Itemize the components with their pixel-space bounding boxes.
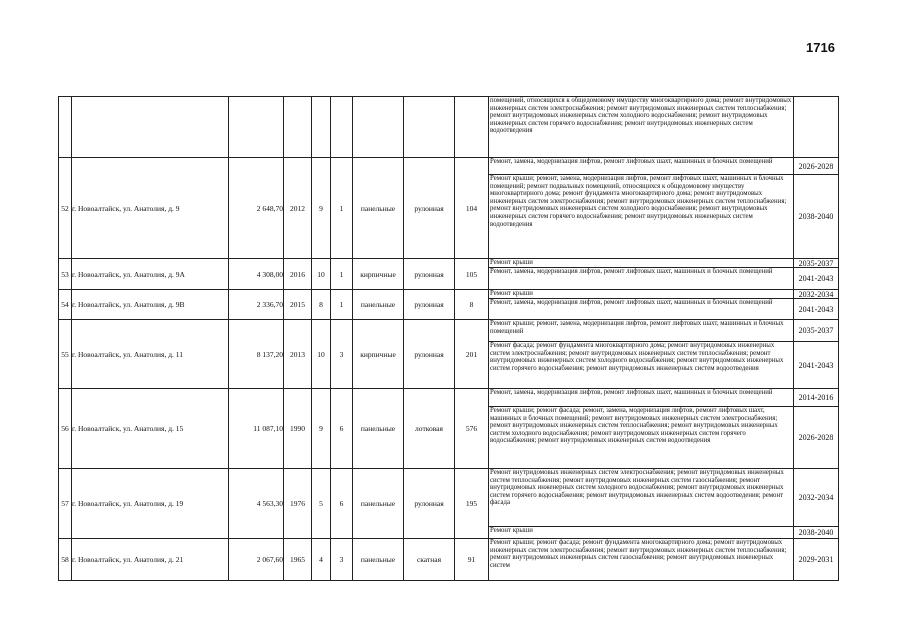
row-number: 58	[59, 539, 72, 581]
years-cell	[794, 469, 839, 539]
years-cell	[794, 259, 839, 290]
entrances-count: 3	[331, 320, 353, 389]
row-number	[59, 97, 72, 158]
table-row	[59, 539, 839, 581]
works-cell	[489, 320, 794, 389]
entrances-count: 6	[331, 389, 353, 469]
row-number: 55	[59, 320, 72, 389]
entrances-count: 1	[331, 290, 353, 320]
apartments-count: 91	[455, 539, 489, 581]
total-area: 2 648,70	[229, 158, 284, 259]
table-body	[59, 97, 839, 581]
roof-type	[404, 97, 455, 158]
total-area: 11 087,10	[229, 389, 284, 469]
repair-period: 2038-2040	[798, 212, 834, 221]
row-number: 52	[59, 158, 72, 259]
repair-period: 2041-2043	[798, 304, 834, 314]
floors-count: 4	[312, 539, 331, 581]
repair-period: 2026-2028	[794, 158, 838, 175]
works-cell	[489, 290, 794, 320]
table-row	[59, 97, 839, 158]
floors-count: 9	[312, 158, 331, 259]
year-built: 2016	[284, 259, 312, 290]
repair-period	[794, 97, 838, 157]
repair-period: 2035-2037	[794, 259, 838, 268]
repair-schedule-table	[58, 96, 839, 581]
address: г. Новоалтайск, ул. Анатолия, д. 19	[72, 469, 229, 539]
work-item: Ремонт крыши; ремонт, замена, модернизация лифтов, ремонт лифтовых шахт, машинных и блочных помещений; ремонт подвальных помещений, относящихся к общедомовому имуществу многоквартирного дома; ремонт фундамента многоквартирного дома; ремонт внутридомовых инженерных систем электроснабжения; ремонт внутридомовых инженерных систем теплоснабжения; ремонт внутридомовых инженерных систем холодного водоснабжения; ремонт внутридомовых инженерных систем горячего водоснабжения; ремонт внутридомовых инженерных систем водоотведения	[490, 175, 787, 228]
floors-count: 8	[312, 290, 331, 320]
works-cell	[489, 259, 794, 290]
roof-type: рулонная	[404, 158, 455, 259]
work-item: Ремонт крыши	[489, 290, 793, 299]
floors-count: 5	[312, 469, 331, 539]
year-built	[284, 97, 312, 158]
entrances-count: 1	[331, 259, 353, 290]
years-cell	[794, 320, 839, 389]
floors-count: 10	[312, 259, 331, 290]
work-item: помещений, относящихся к общедомовому имуществу многоквартирного дома; ремонт внутридомовых инженерных систем электроснабжения; ремонт внутридомовых инженерных систем теплоснабжения; ремонт внутридомовых инженерных систем холодного водоснабжения; ремонт внутридомовых инженерных систем горячего водоснабжения; ремонт внутридомовых инженерных систем водоотведения	[490, 97, 792, 135]
wall-material: панельные	[353, 158, 404, 259]
year-built: 2012	[284, 158, 312, 259]
entrances-count: 3	[331, 539, 353, 581]
floors-count	[312, 97, 331, 158]
work-item: Ремонт, замена, модернизация лифтов, ремонт лифтовых шахт, машинных и блочных помещений	[489, 158, 793, 175]
repair-period: 2041-2043	[798, 274, 834, 283]
years-cell	[794, 97, 839, 158]
table-row	[59, 259, 839, 290]
repair-period: 2035-2037	[794, 320, 838, 342]
works-cell	[489, 158, 794, 259]
wall-material: панельные	[353, 469, 404, 539]
address: г. Новоалтайск, ул. Анатолия, д. 21	[72, 539, 229, 581]
entrances-count: 1	[331, 158, 353, 259]
address: г. Новоалтайск, ул. Анатолия, д. 9В	[72, 290, 229, 320]
work-item: Ремонт крыши	[490, 527, 533, 534]
work-item: Ремонт крыши	[489, 259, 793, 268]
years-cell	[794, 539, 839, 581]
address	[72, 97, 229, 158]
total-area: 2 067,60	[229, 539, 284, 581]
total-area	[229, 97, 284, 158]
repair-period: 2032-2034	[794, 469, 838, 527]
works-cell	[489, 539, 794, 581]
total-area: 8 137,20	[229, 320, 284, 389]
roof-type: лотковая	[404, 389, 455, 469]
works-cell	[489, 97, 794, 158]
year-built: 2015	[284, 290, 312, 320]
floors-count: 10	[312, 320, 331, 389]
works-cell	[489, 469, 794, 539]
years-cell	[794, 389, 839, 469]
table-row	[59, 389, 839, 469]
row-number: 54	[59, 290, 72, 320]
row-number: 57	[59, 469, 72, 539]
wall-material: кирпичные	[353, 259, 404, 290]
years-cell	[794, 290, 839, 320]
entrances-count	[331, 97, 353, 158]
work-item: Ремонт, замена, модернизация лифтов, ремонт лифтовых шахт, машинных и блочных помещений	[490, 299, 773, 306]
address: г. Новоалтайск, ул. Анатолия, д. 15	[72, 389, 229, 469]
wall-material: кирпичные	[353, 320, 404, 389]
works-cell	[489, 389, 794, 469]
wall-material	[353, 97, 404, 158]
table-row	[59, 158, 839, 259]
table-row	[59, 320, 839, 389]
table-row	[59, 469, 839, 539]
address: г. Новоалтайск, ул. Анатолия, д. 11	[72, 320, 229, 389]
row-number: 53	[59, 259, 72, 290]
table-row	[59, 290, 839, 320]
repair-period: 2029-2031	[798, 555, 834, 564]
page-number: 1716	[806, 40, 835, 55]
entrances-count: 6	[331, 469, 353, 539]
work-item: Ремонт, замена, модернизация лифтов, ремонт лифтовых шахт, машинных и блочных помещений	[490, 268, 773, 275]
roof-type: рулонная	[404, 290, 455, 320]
total-area: 4 308,00	[229, 259, 284, 290]
work-item: Ремонт крыши; ремонт фасада; ремонт фундамента многоквартирного дома; ремонт внутридомовых инженерных систем электроснабжения; ремонт внутридомовых инженерных систем теплоснабжения; ремонт внутридомовых инженерных систем газоснабжения; ремонт внутридомовых инженерных систем	[490, 539, 787, 569]
roof-type: рулонная	[404, 320, 455, 389]
work-item: Ремонт внутридомовых инженерных систем электроснабжения; ремонт внутридомовых инженерных систем теплоснабжения; ремонт внутридомовых инженерных систем газоснабжения; ремонт внутридомовых инженерных систем холодного водоснабжения; ремонт внутридомовых инженерных систем горячего водоснабжения; ремонт внутридомовых инженерных систем водоотведения; ремонт фасада	[489, 469, 793, 527]
apartments-count: 201	[455, 320, 489, 389]
roof-type: скатная	[404, 539, 455, 581]
apartments-count: 105	[455, 259, 489, 290]
apartments-count: 8	[455, 290, 489, 320]
apartments-count: 195	[455, 469, 489, 539]
address: г. Новоалтайск, ул. Анатолия, д. 9А	[72, 259, 229, 290]
total-area: 4 563,30	[229, 469, 284, 539]
repair-period: 2026-2028	[798, 433, 834, 442]
repair-period: 2038-2040	[798, 528, 834, 537]
total-area: 2 336,70	[229, 290, 284, 320]
repair-period: 2014-2016	[794, 389, 838, 407]
wall-material: панельные	[353, 389, 404, 469]
row-number: 56	[59, 389, 72, 469]
roof-type: рулонная	[404, 259, 455, 290]
wall-material: панельные	[353, 539, 404, 581]
wall-material: панельные	[353, 290, 404, 320]
work-item: Ремонт крыши; ремонт фасада; ремонт, замена, модернизация лифтов, ремонт лифтовых шахт, машинных и блочных помещений; ремонт внутридомовых инженерных систем электроснабжения; ремонт внутридомовых инженерных систем теплоснабжения; ремонт внутридомовых инженерных систем холодного водоснабжения; ремонт внутридомовых инженерных систем горячего водоснабжения; ремонт внутридомовых инженерных систем водоотведения	[490, 407, 778, 445]
roof-type: рулонная	[404, 469, 455, 539]
apartments-count: 576	[455, 389, 489, 469]
work-item: Ремонт фасада; ремонт фундамента многоквартирного дома; ремонт внутридомовых инженерных систем электроснабжения; ремонт внутридомовых инженерных систем теплоснабжения; ремонт внутридомовых инженерных систем холодного водоснабжения; ремонт внутридомовых инженерных систем горячего водоснабжения; ремонт внутридомовых инженерных систем водоотведения	[490, 342, 784, 372]
year-built: 2013	[284, 320, 312, 389]
apartments-count: 104	[455, 158, 489, 259]
floors-count: 9	[312, 389, 331, 469]
years-cell	[794, 158, 839, 259]
repair-period: 2032-2034	[794, 290, 838, 299]
repair-period: 2041-2043	[798, 360, 834, 370]
year-built: 1965	[284, 539, 312, 581]
work-item: Ремонт крыши; ремонт, замена, модернизация лифтов, ремонт лифтовых шахт, машинных и блочных помещений	[489, 320, 793, 342]
year-built: 1990	[284, 389, 312, 469]
year-built: 1976	[284, 469, 312, 539]
work-item: Ремонт, замена, модернизация лифтов, ремонт лифтовых шахт, машинных и блочных помещений	[489, 389, 793, 407]
address: г. Новоалтайск, ул. Анатолия, д. 9	[72, 158, 229, 259]
apartments-count	[455, 97, 489, 158]
